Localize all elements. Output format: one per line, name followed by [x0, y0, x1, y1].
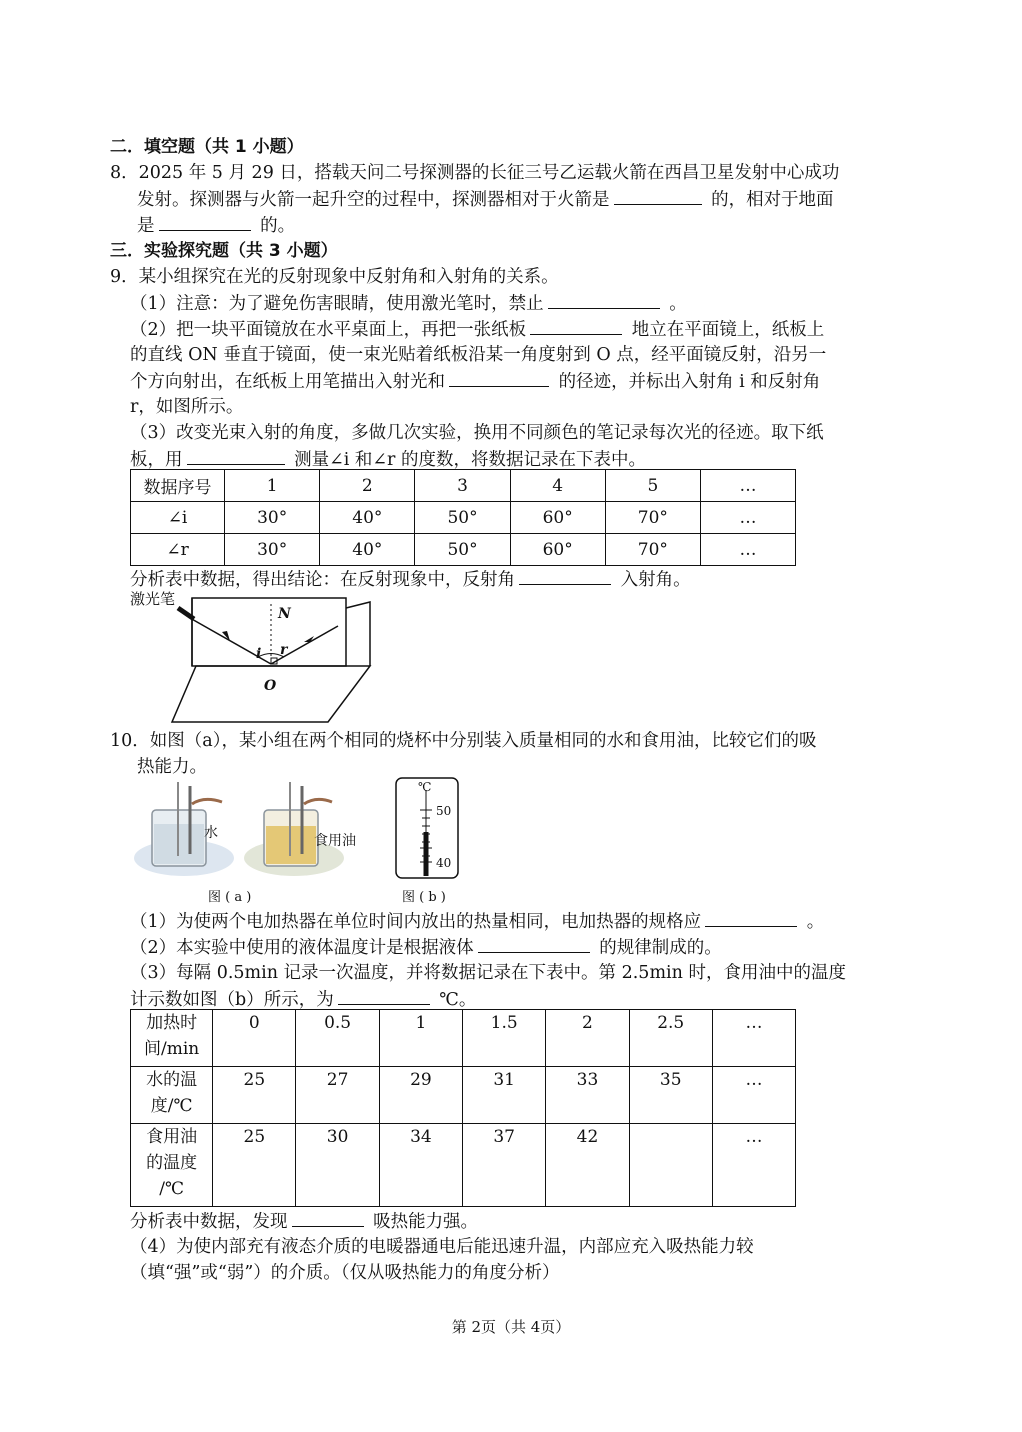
q8-text: 的，相对于地面 — [705, 190, 834, 210]
q9-part2-line1 — [130, 316, 824, 343]
q8-text: 是 — [137, 216, 155, 236]
q10-text: （1）为使两个电加热器在单位时间内放出的热量相同，电加热器的规格应 — [130, 912, 702, 932]
table-cell: 2.5 — [629, 1010, 712, 1067]
table-cell: 4 — [510, 470, 605, 502]
q10-blank-4[interactable] — [292, 1208, 364, 1227]
q9-text: 板，用 — [130, 450, 183, 470]
table-cell: 1 — [225, 470, 320, 502]
section-2-title: 二．填空题（共 1 小题） — [110, 137, 304, 157]
q10-text: （2）本实验中使用的液体温度计是根据液体 — [130, 938, 474, 958]
table-cell: … — [700, 470, 795, 502]
q10-text: ℃。 — [433, 990, 477, 1010]
table-cell: 40° — [320, 534, 415, 566]
table-cell: 60° — [510, 502, 605, 534]
normal-label: N — [278, 606, 291, 622]
q10-text: 。 — [801, 912, 825, 932]
q9-data-table — [130, 469, 796, 566]
q10-data-table — [130, 1009, 796, 1207]
q10-text: 的规律制成的。 — [593, 938, 722, 958]
table-cell: 50° — [415, 534, 510, 566]
q9-blank-2[interactable] — [530, 316, 622, 335]
figure-b-caption: 图 ( b ) — [402, 890, 446, 905]
q10-text: 吸热能力强。 — [367, 1212, 479, 1232]
q9-text: （1）注意：为了避免伤害眼睛，使用激光笔时，禁止 — [130, 294, 544, 314]
thermometer-50: 50 — [436, 804, 452, 818]
table-cell: 70° — [605, 534, 700, 566]
table-row — [131, 534, 796, 566]
table-row — [131, 1010, 796, 1067]
table-row-header: 水的温 度/℃ — [131, 1067, 213, 1124]
q10-conclusion — [130, 1208, 478, 1235]
q8-blank-1[interactable] — [614, 186, 702, 205]
q10-text: 分析表中数据，发现 — [130, 1212, 288, 1232]
table-cell: 2 — [320, 470, 415, 502]
table-cell: 31 — [462, 1067, 545, 1124]
table-cell: 70° — [605, 502, 700, 534]
table-cell: 40° — [320, 502, 415, 534]
q9-blank-3[interactable] — [449, 368, 549, 387]
table-cell: 0 — [213, 1010, 296, 1067]
q10-part3-line1: （3）每隔 0.5min 记录一次温度，并将数据记录在下表中。第 2.5min 时，食用油中的温度 — [130, 963, 846, 983]
table-cell: … — [712, 1124, 795, 1207]
figure-a-caption: 图 ( a ) — [208, 890, 252, 905]
q9-text: 。 — [663, 294, 687, 314]
q8-line2 — [137, 186, 834, 213]
q9-text: 入射角。 — [615, 570, 691, 590]
table-row-header: ∠i — [131, 502, 225, 534]
mirror-plane — [172, 666, 370, 722]
table-row — [131, 1067, 796, 1124]
table-row — [131, 502, 796, 534]
q10-blank-1[interactable] — [705, 908, 797, 927]
q8-line3 — [137, 212, 295, 239]
table-cell: 29 — [379, 1067, 462, 1124]
table-row — [131, 470, 796, 502]
q10-line2: 热能力。 — [137, 757, 207, 777]
point-o-label: O — [264, 678, 277, 694]
water-label: 水 — [204, 825, 218, 841]
q9-part2-line3 — [130, 368, 820, 395]
table-cell: 25 — [213, 1124, 296, 1207]
table-cell: 50° — [415, 502, 510, 534]
q8-line1: 8．2025 年 5 月 29 日，搭载天问二号探测器的长征三号乙运载火箭在西昌卫星发射中心成功 — [110, 163, 840, 183]
q9-part2-line4: r，如图所示。 — [130, 397, 244, 417]
laser-pen-label: 激光笔 — [130, 590, 176, 608]
q9-part2-line2: 的直线 ON 垂直于镜面，使一束光贴着纸板沿某一角度射到 O 点，经平面镜反射，沿另一 — [130, 345, 827, 365]
table-cell — [629, 1124, 712, 1207]
q10-part4-line2: （填“强”或“弱”）的介质。（仅从吸热能力的角度分析） — [130, 1263, 560, 1283]
table-cell: … — [712, 1010, 795, 1067]
q9-text: 分析表中数据，得出结论：在反射现象中，反射角 — [130, 570, 515, 590]
table-cell: 34 — [379, 1124, 462, 1207]
page-footer: 第 2页（共 4页） — [451, 1318, 571, 1336]
reflection-figure — [128, 588, 388, 728]
oil-label: 食用油 — [314, 833, 356, 849]
q10-part2 — [130, 934, 722, 961]
q9-blank-5[interactable] — [519, 566, 611, 585]
thermometer-unit: ℃ — [418, 780, 432, 794]
table-row — [131, 1124, 796, 1207]
figure-b — [392, 776, 472, 906]
table-row-header: 数据序号 — [131, 470, 225, 502]
table-row-header: 加热时 间/min — [131, 1010, 213, 1067]
table-cell: 1.5 — [462, 1010, 545, 1067]
section-3-title: 三．实验探究题（共 3 小题） — [110, 241, 338, 261]
q10-text: 计示数如图（b）所示，为 — [130, 990, 334, 1010]
table-cell: 60° — [510, 534, 605, 566]
q9-part1 — [130, 290, 687, 317]
table-cell: 30 — [296, 1124, 379, 1207]
table-cell: 42 — [546, 1124, 629, 1207]
table-cell: … — [700, 534, 795, 566]
q8-text: 发射。探测器与火箭一起升空的过程中，探测器相对于火箭是 — [137, 190, 610, 210]
figure-a — [134, 776, 374, 906]
table-cell: 33 — [546, 1067, 629, 1124]
table-row-header: 食用油 的温度 /℃ — [131, 1124, 213, 1207]
q9-text: 地立在平面镜上，纸板上 — [626, 320, 825, 340]
table-cell: 25 — [213, 1067, 296, 1124]
table-cell: 30° — [225, 502, 320, 534]
q10-blank-2[interactable] — [478, 934, 590, 953]
q9-blank-1[interactable] — [548, 290, 660, 309]
table-cell: 27 — [296, 1067, 379, 1124]
table-cell: 0.5 — [296, 1010, 379, 1067]
table-cell: … — [712, 1067, 795, 1124]
q9-text: 测量∠i 和∠r 的度数，将数据记录在下表中。 — [288, 450, 646, 470]
paper-board-right — [346, 602, 370, 666]
table-cell: 3 — [415, 470, 510, 502]
table-cell: 30° — [225, 534, 320, 566]
q10-part4-line1: （4）为使内部充有液态介质的电暖器通电后能迅速升温，内部应充入吸热能力较 — [130, 1237, 754, 1257]
q10-blank-3[interactable] — [338, 986, 430, 1005]
table-cell: … — [700, 502, 795, 534]
q8-text: 的。 — [254, 216, 296, 236]
angle-i-label: i — [256, 646, 262, 662]
table-cell: 2 — [546, 1010, 629, 1067]
q10-line1: 10．如图（a），某小组在两个相同的烧杯中分别装入质量相同的水和食用油，比较它们的吸 — [110, 731, 817, 751]
thermometer-40: 40 — [436, 856, 452, 870]
table-cell: 1 — [379, 1010, 462, 1067]
angle-r-label: r — [280, 642, 288, 658]
table-cell: 37 — [462, 1124, 545, 1207]
q9-blank-4[interactable] — [187, 446, 285, 465]
q9-part3-line1: （3）改变光束入射的角度，多做几次实验，换用不同颜色的笔记录每次光的径迹。取下纸 — [130, 423, 824, 443]
table-cell: 5 — [605, 470, 700, 502]
table-cell: 35 — [629, 1067, 712, 1124]
q9-text: 的径迹，并标出入射角 i 和反射角 — [553, 372, 821, 392]
q8-blank-2[interactable] — [159, 212, 251, 231]
q9-text: （2）把一块平面镜放在水平桌面上，再把一张纸板 — [130, 320, 527, 340]
q9-intro: 9．某小组探究在光的反射现象中反射角和入射角的关系。 — [110, 267, 559, 287]
q9-text: 个方向射出，在纸板上用笔描出入射光和 — [130, 372, 445, 392]
q10-part1 — [130, 908, 824, 935]
table-row-header: ∠r — [131, 534, 225, 566]
